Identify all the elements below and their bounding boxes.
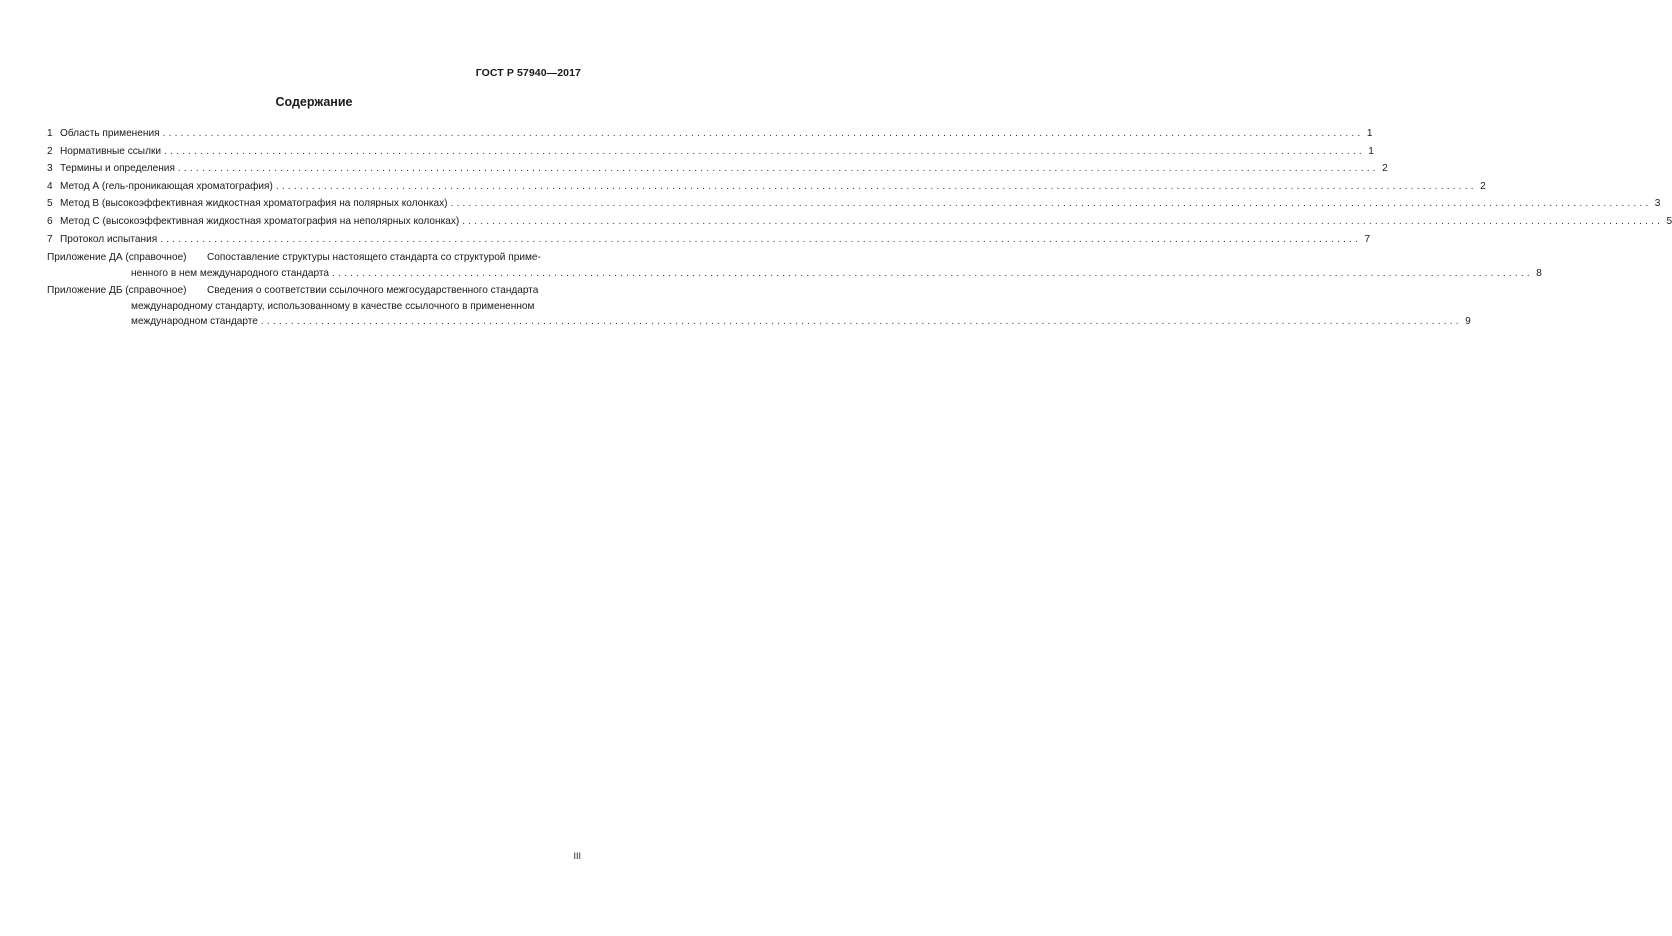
dot-leader: ........................................................................................................................................................................................................ xyxy=(275,180,1477,192)
annex-title-line: международном стандарте xyxy=(131,316,258,328)
toc-entry-page: 7 xyxy=(1364,233,1371,245)
toc-entry-page: 3 xyxy=(1654,198,1661,210)
dot-leader: ........................................................................................................................................................................................................ xyxy=(331,267,1533,279)
dot-leader: ........................................................................................................................................................................................................ xyxy=(450,198,1652,210)
toc-title: Содержание xyxy=(275,95,353,109)
toc-entry-label: Метод А (гель-проникающая хроматография) xyxy=(60,180,273,192)
toc-entry-number: 7 xyxy=(47,233,53,245)
table-of-contents xyxy=(47,125,1672,331)
standard-code: ГОСТ Р 57940—2017 xyxy=(475,67,581,79)
toc-entry-number: 2 xyxy=(47,145,53,157)
annex-heading: Приложение ДА (справочное) xyxy=(47,252,187,264)
toc-entry-label: Протокол испытания xyxy=(60,233,158,245)
toc-entry-label: Область применения xyxy=(60,128,160,139)
annex-title-line: международному стандарту, использованному в качестве ссылочного в примененном xyxy=(131,300,535,312)
toc-entry-page: 2 xyxy=(1480,180,1486,192)
toc-entry-page: 5 xyxy=(1666,215,1672,227)
dot-leader: ........................................................................................................................................................................................................ xyxy=(160,233,1362,245)
dot-leader: ........................................................................................................................................................................................................ xyxy=(177,163,1379,175)
toc-entry[interactable] xyxy=(47,178,1486,196)
dot-leader: ........................................................................................................................................................................................................ xyxy=(162,128,1364,139)
toc-entry[interactable] xyxy=(47,125,1373,143)
toc-entry-number: 6 xyxy=(47,215,53,227)
dot-leader: ........................................................................................................................................................................................................ xyxy=(164,145,1365,157)
toc-entry-number: 4 xyxy=(47,180,53,192)
toc-annex-entry[interactable] xyxy=(47,249,1542,280)
toc-entry[interactable] xyxy=(47,160,1388,178)
dot-leader: ........................................................................................................................................................................................................ xyxy=(260,316,1462,328)
annex-title-line: ненного в нем международного стандарта xyxy=(131,267,329,279)
toc-entry-label: Термины и определения xyxy=(60,163,175,175)
toc-entry-label: Нормативные ссылки xyxy=(60,145,162,157)
toc-entry-page: 1 xyxy=(1368,145,1374,157)
toc-entry-number: 3 xyxy=(47,163,53,175)
toc-entry-page: 8 xyxy=(1536,267,1542,279)
toc-entry-page: 2 xyxy=(1382,163,1388,175)
toc-entry[interactable] xyxy=(47,231,1371,249)
page-number: III xyxy=(573,851,581,861)
toc-entry-label: Метод С (высокоэффективная жидкостная хроматография на неполярных колонках) xyxy=(60,215,460,227)
toc-entry-label: Метод В (высокоэффективная жидкостная хроматография на полярных колонках) xyxy=(60,198,448,210)
toc-annex-entry[interactable] xyxy=(47,282,1471,329)
toc-entry[interactable] xyxy=(47,213,1672,231)
toc-entry-page: 9 xyxy=(1465,316,1471,328)
toc-entry-page: 1 xyxy=(1366,128,1373,139)
annex-heading: Приложение ДБ (справочное) xyxy=(47,285,187,297)
toc-entry-number: 5 xyxy=(47,198,53,210)
toc-entry-number: 1 xyxy=(47,128,53,139)
toc-entry[interactable] xyxy=(47,143,1374,161)
toc-entry[interactable] xyxy=(47,195,1661,213)
annex-title-line: Сопоставление структуры настоящего стандарта со структурой приме- xyxy=(207,252,541,264)
annex-title-line: Сведения о соответствии ссылочного межгосударственного стандарта xyxy=(207,285,539,297)
dot-leader: ........................................................................................................................................................................................................ xyxy=(462,215,1664,227)
